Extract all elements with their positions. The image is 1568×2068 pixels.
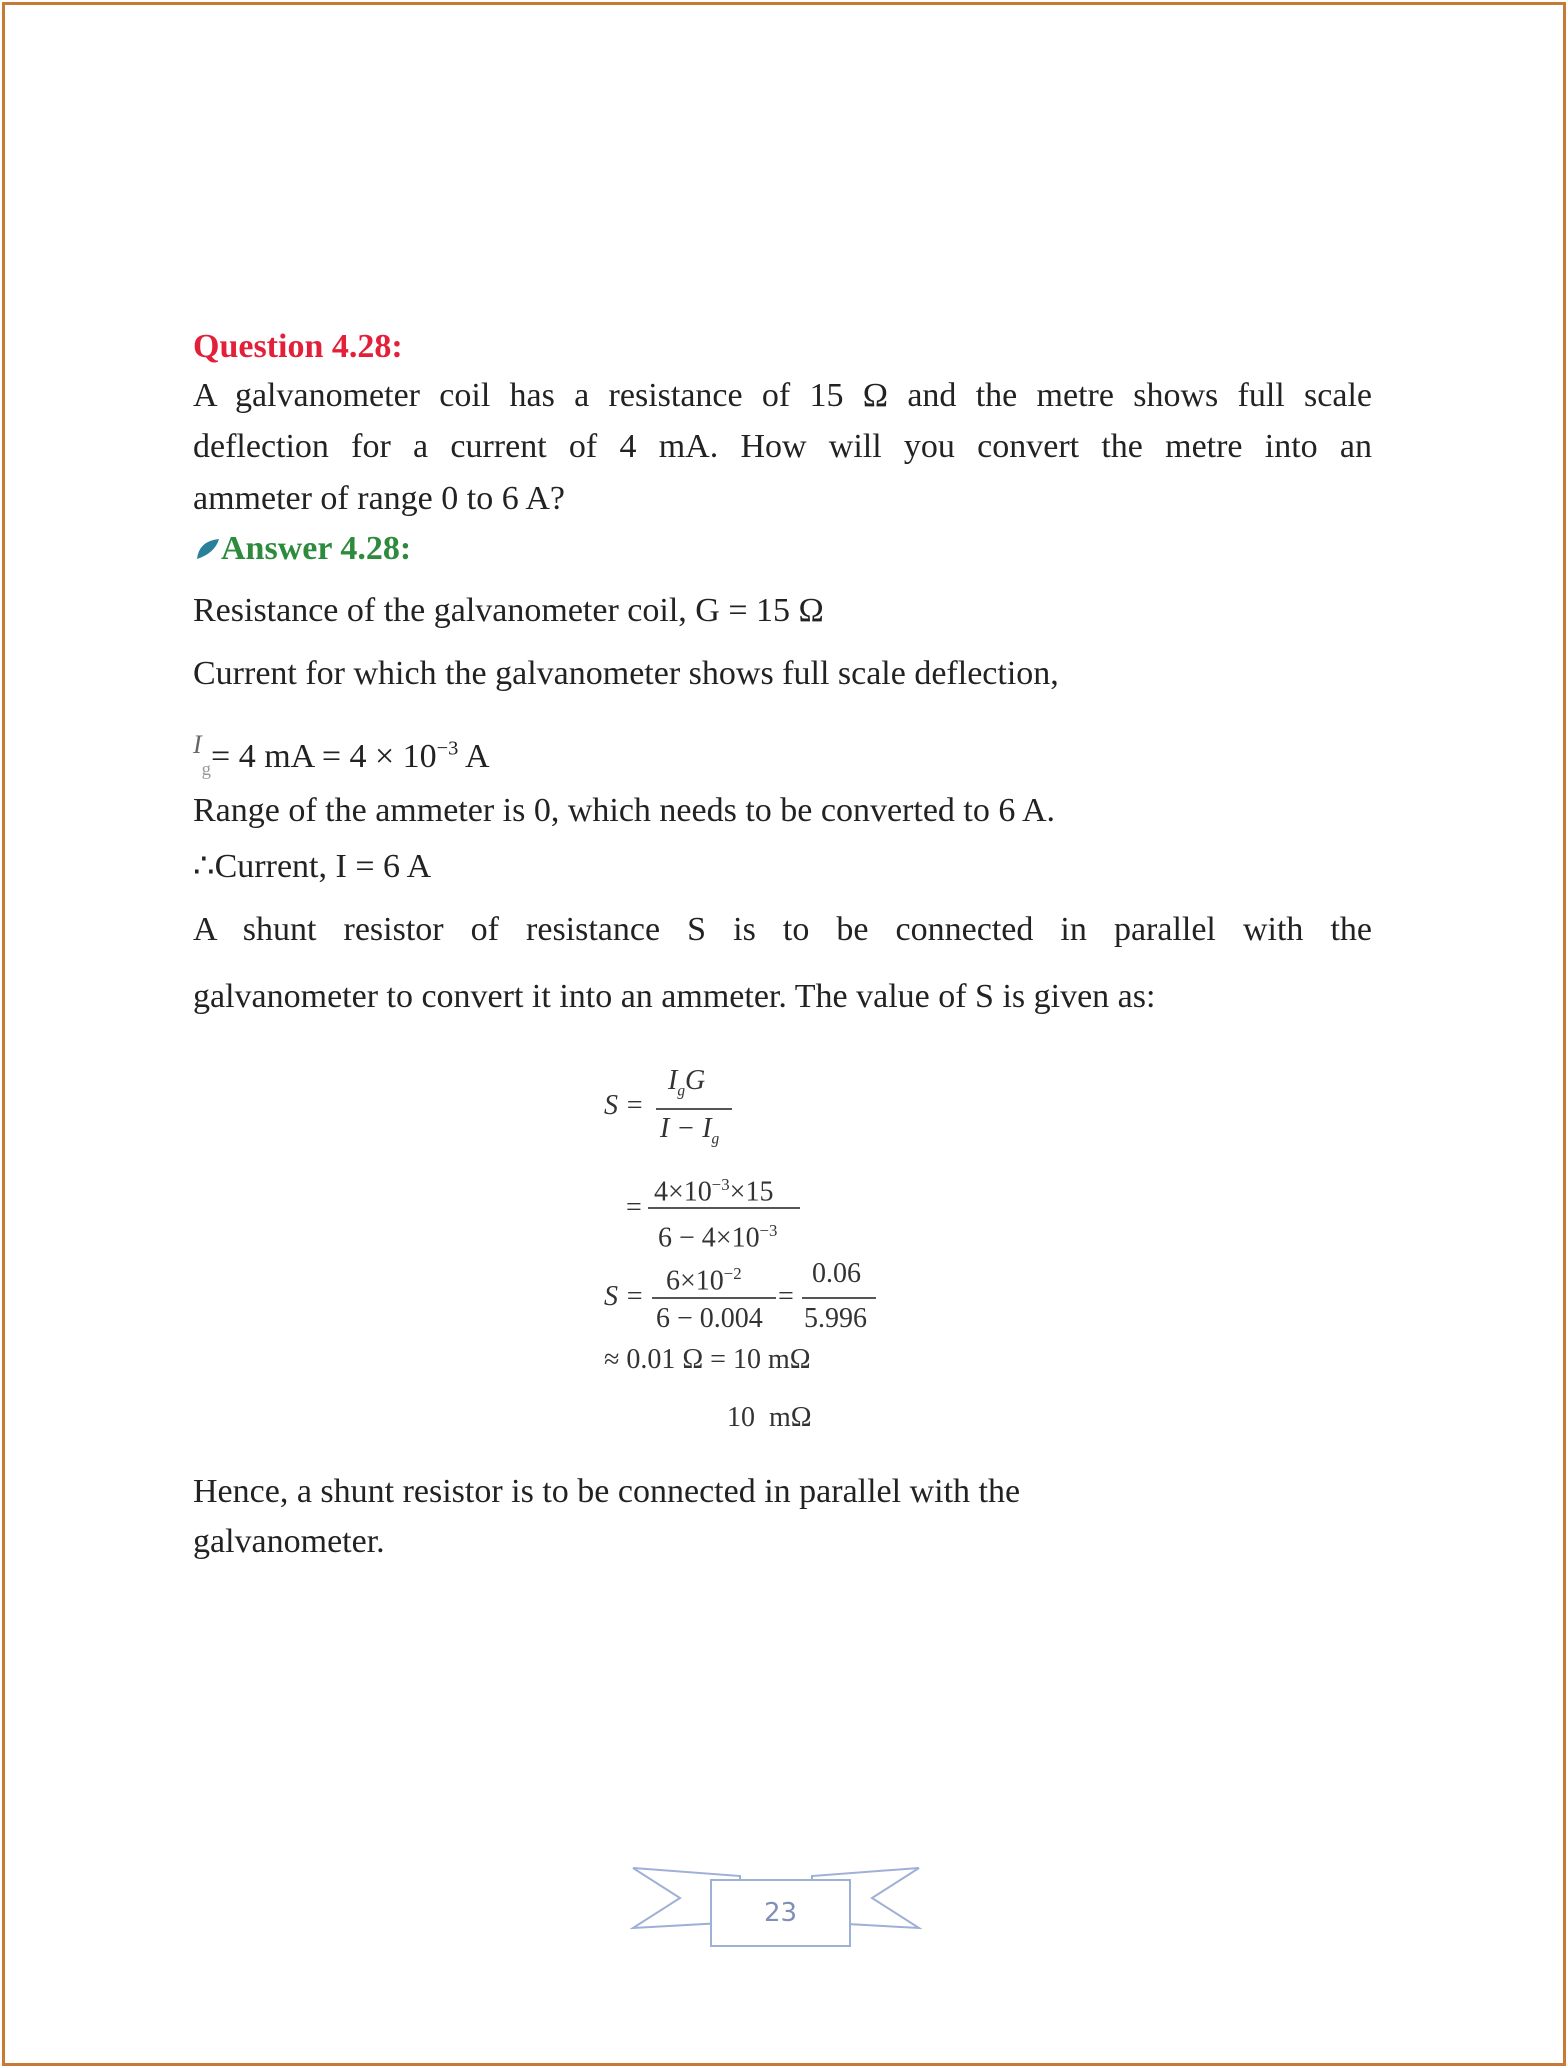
formula-row2-num: $4\times 10^{-3}\times 15$ [654, 1175, 774, 1208]
shunt-line-2: galvanometer to convert it into an ammeter. The value of S is given as: [193, 978, 1156, 1015]
fraction-bar [652, 1297, 776, 1299]
question-line-2: deflection for a current of 4 mA. How will you convert the metre into an [193, 428, 1372, 465]
formula-s-eq-1: S = [604, 1090, 644, 1121]
formula-row2-den: $6 - 4\times 10^{-3}$ [658, 1221, 778, 1254]
range-line: Range of the ammeter is 0, which needs to be converted to 6 A. [193, 792, 1056, 829]
answer-heading [193, 529, 411, 569]
formula-s-eq-3: S = [604, 1281, 644, 1312]
formula-row3-num: $6\times 10^{-2}$ [666, 1264, 742, 1297]
shunt-line-1: A shunt resistor of resistance S is to be connected in parallel with the [193, 911, 1372, 948]
formula-row3-den2: 5.996 [804, 1303, 867, 1334]
ig-unit: A [458, 738, 490, 775]
current-line: Current for which the galvanometer shows full scale deflection, [193, 655, 1059, 692]
ig-sub: g [201, 758, 212, 780]
answer-heading-text: Answer 4.28: [221, 530, 412, 567]
question-heading: Question 4.28: [193, 328, 403, 365]
ig-symbol: I [193, 730, 202, 759]
page-border [2, 2, 1566, 2066]
conclusion-line-1: Hence, a shunt resistor is to be connected in parallel with the [193, 1473, 1021, 1510]
formula-eq-2: = [626, 1192, 642, 1223]
formula-result: 10 mΩ [727, 1402, 812, 1433]
ig-exp: −3 [436, 737, 459, 760]
fraction-bar [656, 1108, 732, 1110]
question-line-1: A galvanometer coil has a resistance of 15 Ω and the metre shows full scale [193, 377, 1372, 414]
formula-approx: ≈ 0.01 Ω = 10 mΩ [604, 1344, 811, 1375]
formula-eq-3: = [778, 1281, 794, 1312]
ig-value: = 4 mA = 4 × 10 [211, 738, 437, 775]
formula-row1-num: $I_gG$ [668, 1065, 706, 1100]
formula-row3-num2: 0.06 [812, 1258, 861, 1289]
therefore-line: ∴Current, I = 6 A [193, 848, 432, 885]
resistance-line: Resistance of the galvanometer coil, G = 15 Ω [193, 592, 824, 629]
conclusion-line-2: galvanometer. [193, 1523, 385, 1560]
page-number: 23 [710, 1879, 851, 1947]
formula-row1-den: $I - I_g$ [660, 1113, 720, 1148]
question-line-3: ammeter of range 0 to 6 A? [193, 480, 565, 517]
ig-line [193, 725, 490, 790]
formula-row3-den: 6 − 0.004 [656, 1303, 763, 1334]
fraction-bar [648, 1207, 800, 1209]
fraction-bar [802, 1297, 876, 1299]
tiwari-logo-icon [193, 533, 221, 561]
